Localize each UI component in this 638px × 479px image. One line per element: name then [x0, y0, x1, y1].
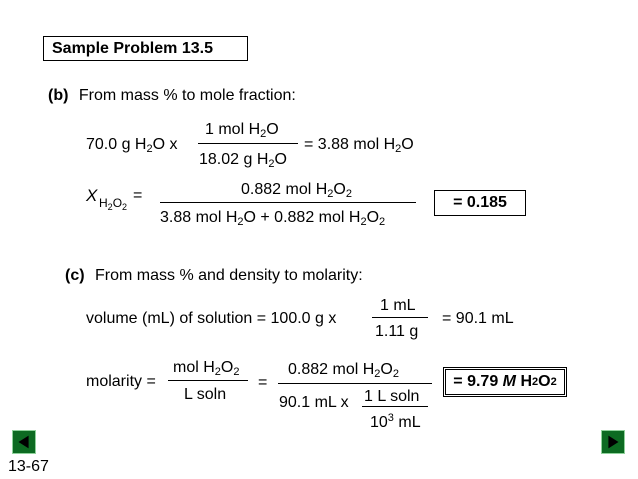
b-line2-num-sub2: 2: [345, 188, 352, 200]
c-f1-num-sub1: 2: [214, 366, 221, 378]
c-line1-denominator: 1.11 g: [375, 323, 419, 340]
c-line2-f1-bar: [168, 380, 248, 381]
b-line1-num-tail: O: [266, 121, 279, 138]
b-line1-rhs-sub: 2: [395, 143, 402, 155]
c-f1-num-text: mol H: [173, 359, 215, 376]
slide-title: Sample Problem 13.5: [43, 36, 248, 61]
b-line2-den-a: 3.88 mol H: [160, 209, 238, 226]
mole-fraction-symbol: X: [86, 186, 98, 205]
b-line1-rhs-tail: O: [401, 136, 414, 153]
mole-fraction-sub-h: H: [99, 196, 108, 210]
b-line2-den-b-sub: 2: [360, 216, 367, 228]
b-line2-den-a-sub: 2: [237, 216, 244, 228]
b-line2-num-text: 0.882 mol H: [241, 181, 328, 198]
molarity-answer-prefix: = 9.79: [453, 373, 503, 390]
c-line2-f2-denominator: 90.1 mL x: [279, 394, 349, 411]
c-line1-result: = 90.1 mL: [442, 310, 514, 327]
b-line2-num-sub1: 2: [327, 188, 334, 200]
b-line1-denominator: [199, 151, 287, 169]
triangle-left-icon: [13, 431, 35, 453]
c-line2-equals: =: [258, 374, 268, 391]
c-line2-f3-denominator: [370, 414, 421, 432]
c-line1-lhs: volume (mL) of solution = 100.0 g x: [86, 310, 337, 327]
b-line2-den-c: O: [366, 209, 380, 226]
c-f2-num-text: 0.882 mol H: [288, 361, 375, 378]
part-b-text: From mass % to mole fraction:: [78, 87, 296, 104]
molarity-answer: = 9.79 M H 2 O 2: [443, 367, 567, 397]
c-line1-numerator: 1 mL: [380, 297, 416, 314]
c-line2-f2-numerator: [288, 361, 399, 379]
mole-fraction-sub-o: O: [112, 196, 123, 210]
c-f2-num-sub2: 2: [392, 368, 399, 380]
b-line1-den-text: 18.02 g H: [199, 151, 269, 168]
c-f1-num-mid: O: [220, 359, 234, 376]
b-line1-den-tail: O: [274, 151, 287, 168]
molarity-answer-o: O: [538, 373, 551, 390]
b-line1-lhs-tail: O x: [152, 136, 178, 153]
mole-fraction-sub-2b: 2: [122, 202, 128, 212]
c-f3-den-a: 10: [370, 414, 388, 431]
b-line1-fraction-bar: [198, 143, 298, 144]
b-line1-lhs-text: 70.0 g H: [86, 136, 147, 153]
molarity-label: molarity =: [86, 373, 156, 390]
b-line1-den-sub: 2: [268, 158, 275, 170]
b-line2-den-c-sub: 2: [379, 216, 386, 228]
part-b-heading: [48, 87, 296, 105]
b-line2-numerator: [241, 181, 352, 199]
b-line2-den-b: O + 0.882 mol H: [243, 209, 361, 226]
b-line1-num-sub: 2: [260, 128, 267, 140]
molarity-answer-h: H: [516, 373, 532, 390]
b-line1-num-text: 1 mol H: [205, 121, 261, 138]
mole-fraction-subscript: [99, 196, 127, 210]
forward-button[interactable]: [601, 430, 625, 454]
b-line1-lhs-sub: 2: [146, 143, 153, 155]
c-line2-f1-denominator: L soln: [184, 386, 227, 403]
c-f1-num-sub2: 2: [233, 366, 240, 378]
b-line2-fraction-bar: [160, 202, 416, 203]
mole-fraction-sub-2a: 2: [107, 202, 113, 212]
c-f3-den-b: mL: [393, 414, 421, 431]
triangle-right-icon: [602, 431, 624, 453]
b-line1-numerator: [205, 121, 279, 139]
part-c-heading: [65, 267, 363, 285]
back-button[interactable]: [12, 430, 36, 454]
c-line2-f2-bar: [278, 383, 432, 384]
c-f2-num-mid: O: [380, 361, 393, 378]
c-f3-den-sup: 3: [387, 412, 394, 424]
c-line2-f3-bar: [362, 406, 428, 407]
c-line2-f1-numerator: [173, 359, 239, 377]
b-line2-num-mid: O: [333, 181, 346, 198]
mole-fraction-answer: = 0.185: [434, 190, 526, 216]
c-f2-num-sub1: 2: [374, 368, 381, 380]
b-line1-rhs-text: = 3.88 mol H: [304, 136, 396, 153]
b-line1-result: [304, 136, 414, 154]
b-line1-lhs: [86, 136, 178, 154]
part-c-label: (c): [65, 267, 85, 284]
b-line2-denominator: [160, 209, 385, 227]
page-number: 13-67: [8, 458, 49, 475]
c-line1-fraction-bar: [372, 317, 428, 318]
part-b-label: (b): [48, 87, 69, 104]
part-c-text: From mass % and density to molarity:: [95, 267, 363, 284]
molarity-answer-unit: M: [502, 373, 516, 390]
c-line2-f3-numerator: 1 L soln: [364, 388, 420, 405]
mole-fraction-equals: =: [133, 187, 143, 204]
